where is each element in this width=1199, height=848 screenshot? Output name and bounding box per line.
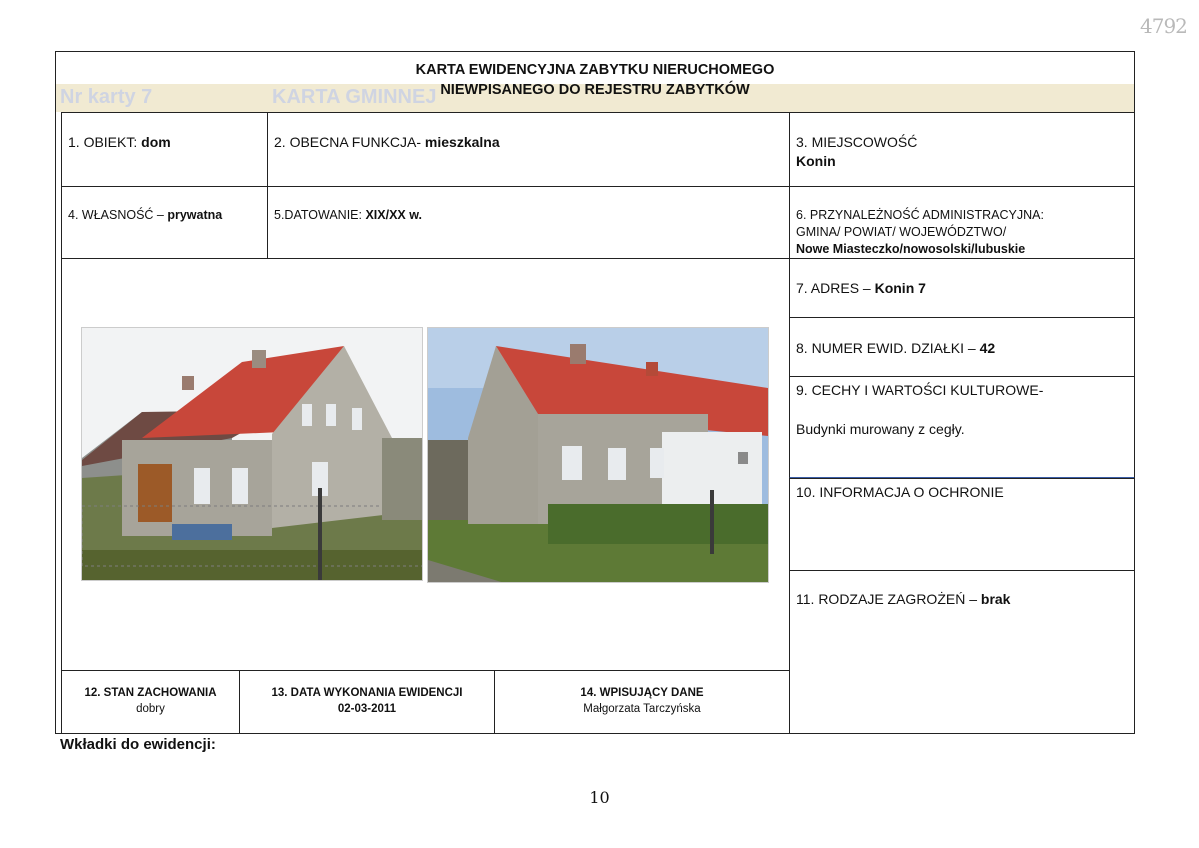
zagrozenia-value: brak xyxy=(980,591,1011,607)
datowanie-value: XIX/XX w. xyxy=(365,208,422,222)
field-zagrozenia: 11. RODZAJE ZAGROŻEŃ – brak xyxy=(789,570,1135,734)
field-dzialka: 8. NUMER EWID. DZIAŁKI – 42 xyxy=(789,317,1135,377)
data-value: 02-03-2011 xyxy=(337,703,397,715)
wlasnosc-value: prywatna xyxy=(167,208,223,222)
house-side-view-image xyxy=(428,328,769,583)
ghost-text-mid: KARTA GMINNEJ xyxy=(272,86,437,108)
house-front-view-image xyxy=(82,328,423,581)
stan-value: dobry xyxy=(136,703,165,715)
title-line-2: NIEWPISANEGO DO REJESTRU ZABYTKÓW xyxy=(440,82,750,98)
field-przynaleznosc: 6. PRZYNALEŻNOŚĆ ADMINISTRACYJNA: GMINA/ POWIAT/ WOJEWÓDZTWO/ Nowe Miasteczko/nowosolski/lubuskie xyxy=(789,186,1135,259)
title-line-1: KARTA EWIDENCYJNA ZABYTKU NIERUCHOMEGO xyxy=(415,62,775,78)
field-funkcja: 2. OBECNA FUNKCJA- mieszkalna xyxy=(267,112,790,187)
field-wlasnosc: 4. WŁASNOŚĆ – prywatna xyxy=(61,186,268,259)
ghost-text-left: Nr karty 7 xyxy=(60,86,153,108)
field-miejscowosc: 3. MIEJSCOWOŚĆ Konin xyxy=(789,112,1135,187)
przynaleznosc-value: Nowe Miasteczko/nowosolski/lubuskie xyxy=(796,242,1026,256)
field-cechy: 9. CECHY I WARTOŚCI KULTUROWE- Budynki murowany z cegły. xyxy=(789,376,1135,479)
funkcja-value: mieszkalna xyxy=(424,134,500,150)
building-photo-1 xyxy=(81,327,423,581)
field-stan-zachowania: 12. STAN ZACHOWANIA dobry xyxy=(61,670,240,734)
field-wpisujacy: 14. WPISUJĄCY DANE Małgorzata Tarczyńska xyxy=(494,670,790,734)
dzialka-value: 42 xyxy=(979,340,996,356)
field-ochrona: 10. INFORMACJA O OCHRONIE xyxy=(789,478,1135,571)
field-data-ewidencji: 13. DATA WYKONANIA EWIDENCJI 02-03-2011 xyxy=(239,670,495,734)
field-obiekt: 1. OBIEKT: dom xyxy=(61,112,268,187)
miejscowosc-value: Konin xyxy=(796,153,836,169)
cechy-value: Budynki murowany z cegły. xyxy=(796,421,965,437)
field-adres: 7. ADRES – Konin 7 xyxy=(789,258,1135,318)
adres-value: Konin 7 xyxy=(874,280,926,296)
card-title xyxy=(56,60,1134,100)
handwritten-number: 4792 xyxy=(1140,14,1187,38)
attachments-caption: Wkładki do ewidencji: xyxy=(60,736,216,753)
obiekt-value: dom xyxy=(141,134,171,150)
building-photo-2 xyxy=(427,327,769,583)
field-datowanie: 5.DATOWANIE: XIX/XX w. xyxy=(267,186,790,259)
wpisujacy-value: Małgorzata Tarczyńska xyxy=(583,703,701,715)
page-number: 10 xyxy=(589,788,610,807)
